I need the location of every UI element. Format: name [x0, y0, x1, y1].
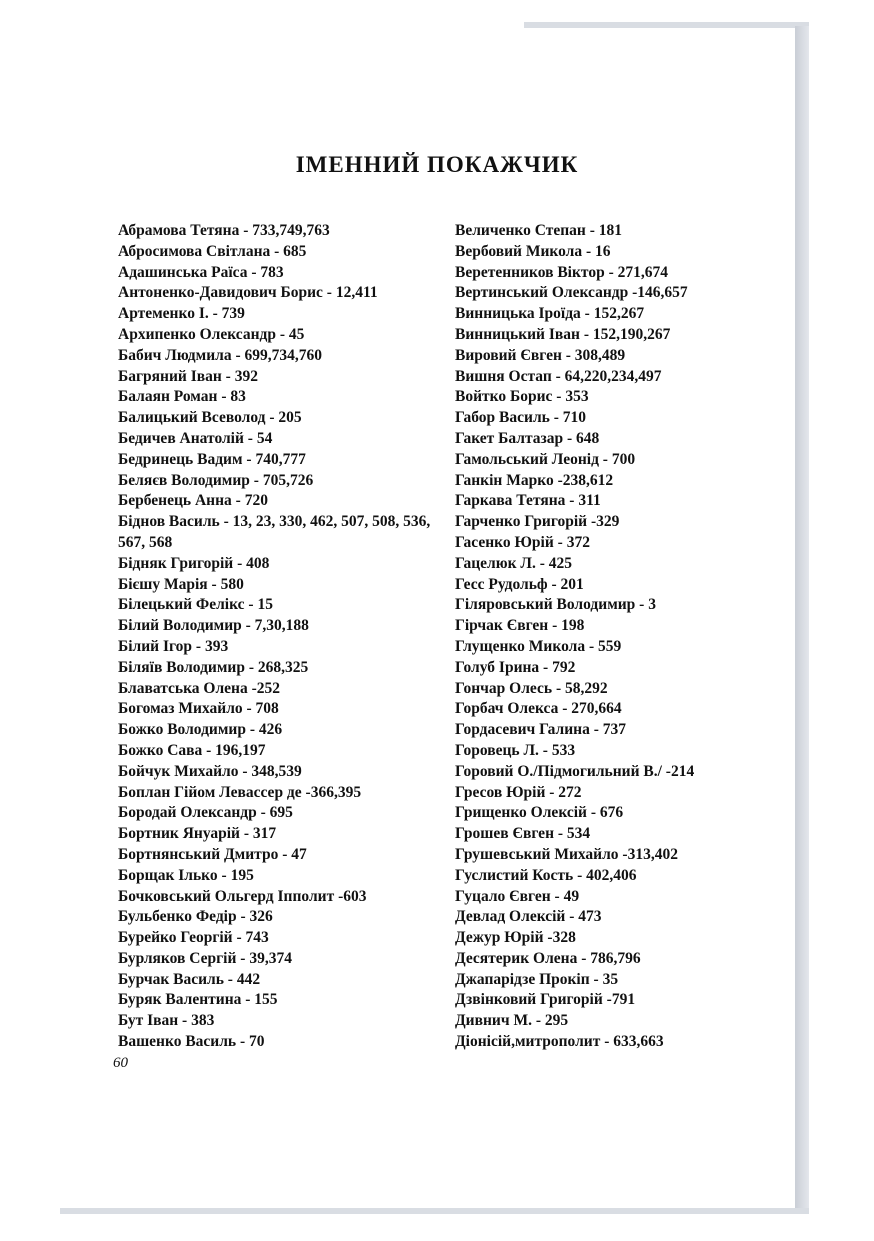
page-edge-shadow-right	[795, 26, 809, 1214]
index-entry: Горовець Л. - 533	[455, 741, 576, 759]
index-entry: Багряний Іван - 392	[118, 367, 258, 385]
index-entry: Бедичев Анатолій - 54	[118, 429, 273, 447]
index-entry: Бочковський Ольгерд Іпполит -603	[118, 887, 367, 905]
index-entry: Дивнич М. - 295	[455, 1012, 569, 1030]
index-entry: Бородай Олександр - 695	[118, 804, 293, 822]
index-entry: Гіляровський Володимир - 3	[455, 596, 656, 614]
index-entry: Гуслистий Кость - 402,406	[455, 866, 637, 884]
index-entry: Бедринець Вадим - 740,777	[118, 450, 306, 468]
index-entry: Грошев Євген - 534	[455, 825, 591, 843]
index-entry: Грушевський Михайло -313,402	[455, 845, 678, 863]
index-entry: Ганкін Марко -238,612	[455, 471, 614, 489]
index-entry: Білецький Фелікс - 15	[118, 596, 273, 614]
page-number: 60	[113, 1055, 128, 1071]
index-entry: Балицький Всеволод - 205	[118, 409, 302, 427]
index-entry: Буряк Валентина - 155	[118, 991, 278, 1009]
index-entry: Винницька Іроїда - 152,267	[455, 305, 645, 323]
index-entry: Дзвінковий Григорій -791	[455, 991, 636, 1009]
page-edge-shadow-bottom	[60, 1208, 809, 1214]
index-entry: Гуцало Євген - 49	[455, 887, 580, 905]
index-entry: Джапарідзе Прокіп - 35	[455, 970, 619, 988]
index-entry: Грищенко Олексій - 676	[455, 804, 624, 822]
index-entry: Боплан Гійом Левассер де -366,395	[118, 783, 362, 801]
index-entry: Гаркава Тетяна - 311	[455, 492, 601, 510]
index-entry: Гончар Олесь - 58,292	[455, 679, 608, 697]
index-entry: Веретенников Віктор - 271,674	[455, 263, 668, 281]
index-entry: Гірчак Євген - 198	[455, 617, 585, 635]
index-entry: Гресов Юрій - 272	[455, 783, 582, 801]
index-entry: Гацелюк Л. - 425	[455, 554, 572, 572]
page-title: ІМЕННИЙ ПОКАЖЧИК	[295, 152, 579, 177]
index-entry: Абросимова Світлана - 685	[118, 242, 307, 260]
index-entry: Артеменко І. - 739	[118, 305, 245, 323]
index-entry: Голуб Ірина - 792	[455, 658, 576, 676]
index-column-left	[118, 221, 438, 1053]
index-entry: Бурчак Василь - 442	[118, 970, 261, 988]
index-entry: Гакет Балтазар - 648	[455, 429, 600, 447]
index-entry: Войтко Борис - 353	[455, 388, 589, 406]
index-entry: Беляєв Володимир - 705,726	[118, 471, 314, 489]
index-entry: Блаватська Олена -252	[118, 679, 281, 697]
index-entry: Бойчук Михайло - 348,539	[118, 762, 302, 780]
index-entry: Бурейко Георгій - 743	[118, 929, 269, 947]
index-entry: Богомаз Михайло - 708	[118, 700, 279, 718]
index-entry: Габор Василь - 710	[455, 409, 586, 427]
index-entry: Вертинський Олександр -146,657	[455, 284, 688, 302]
index-entry: Гесс Рудольф - 201	[455, 575, 584, 593]
index-entry: Гамольський Леонід - 700	[455, 450, 636, 468]
index-entry: Винницький Іван - 152,190,267	[455, 325, 671, 343]
index-entry: Дежур Юрій -328	[455, 929, 576, 947]
index-entry: Абрамова Тетяна - 733,749,763	[118, 222, 330, 239]
index-entry: Вировий Євген - 308,489	[455, 346, 626, 364]
index-entry: Божко Сава - 196,197	[118, 741, 266, 759]
index-entry: Гарченко Григорій -329	[455, 513, 620, 531]
index-column-right	[455, 221, 785, 1053]
index-entry: Глущенко Микола - 559	[455, 637, 622, 655]
index-entry: Борщак Ілько - 195	[118, 866, 254, 884]
index-entry: Вишня Остап - 64,220,234,497	[455, 367, 662, 385]
index-entry: Бабич Людмила - 699,734,760	[118, 346, 322, 364]
index-entry: Гордасевич Галина - 737	[455, 721, 626, 739]
index-entry: Вашенко Василь - 70	[118, 1033, 265, 1051]
index-entry: Бортник Януарій - 317	[118, 825, 277, 843]
index-entry: Білий Ігор - 393	[118, 637, 229, 655]
index-entry: Десятерик Олена - 786,796	[455, 949, 641, 967]
index-entry: Бідняк Григорій - 408	[118, 554, 270, 572]
index-entry: Девлад Олексій - 473	[455, 908, 602, 926]
index-entry: Білий Володимир - 7,30,188	[118, 617, 309, 635]
index-entry: Бербенець Анна - 720	[118, 492, 268, 510]
index-entry: Бульбенко Федір - 326	[118, 908, 273, 926]
index-entry: Бортнянський Дмитро - 47	[118, 845, 307, 863]
index-entry: Біляїв Володимир - 268,325	[118, 658, 309, 676]
index-entry: Балаян Роман - 83	[118, 388, 246, 406]
index-entry: Біднов Василь - 13, 23, 330, 462, 507, 508, 536, 567, 568	[118, 513, 431, 551]
index-entry: Діонісій,митрополит - 633,663	[455, 1033, 664, 1051]
index-entry: Бут Іван - 383	[118, 1012, 215, 1030]
index-entry: Бієшу Марія - 580	[118, 575, 244, 593]
index-entry: Гасенко Юрій - 372	[455, 533, 590, 551]
index-entry: Бурляков Сергій - 39,374	[118, 949, 292, 967]
index-entry: Божко Володимир - 426	[118, 721, 283, 739]
page-edge-shadow-top	[524, 22, 809, 28]
index-entry: Адашинська Раїса - 783	[118, 263, 284, 281]
index-entry: Архипенко Олександр - 45	[118, 325, 305, 343]
index-entry: Горбач Олекса - 270,664	[455, 700, 622, 718]
index-entry: Величенко Степан - 181	[455, 222, 623, 239]
index-entry: Антоненко-Давидович Борис - 12,411	[118, 284, 378, 302]
index-entry: Вербовий Микола - 16	[455, 242, 611, 260]
index-entry: Горовий О./Підмогильний В./ -214	[455, 762, 695, 780]
